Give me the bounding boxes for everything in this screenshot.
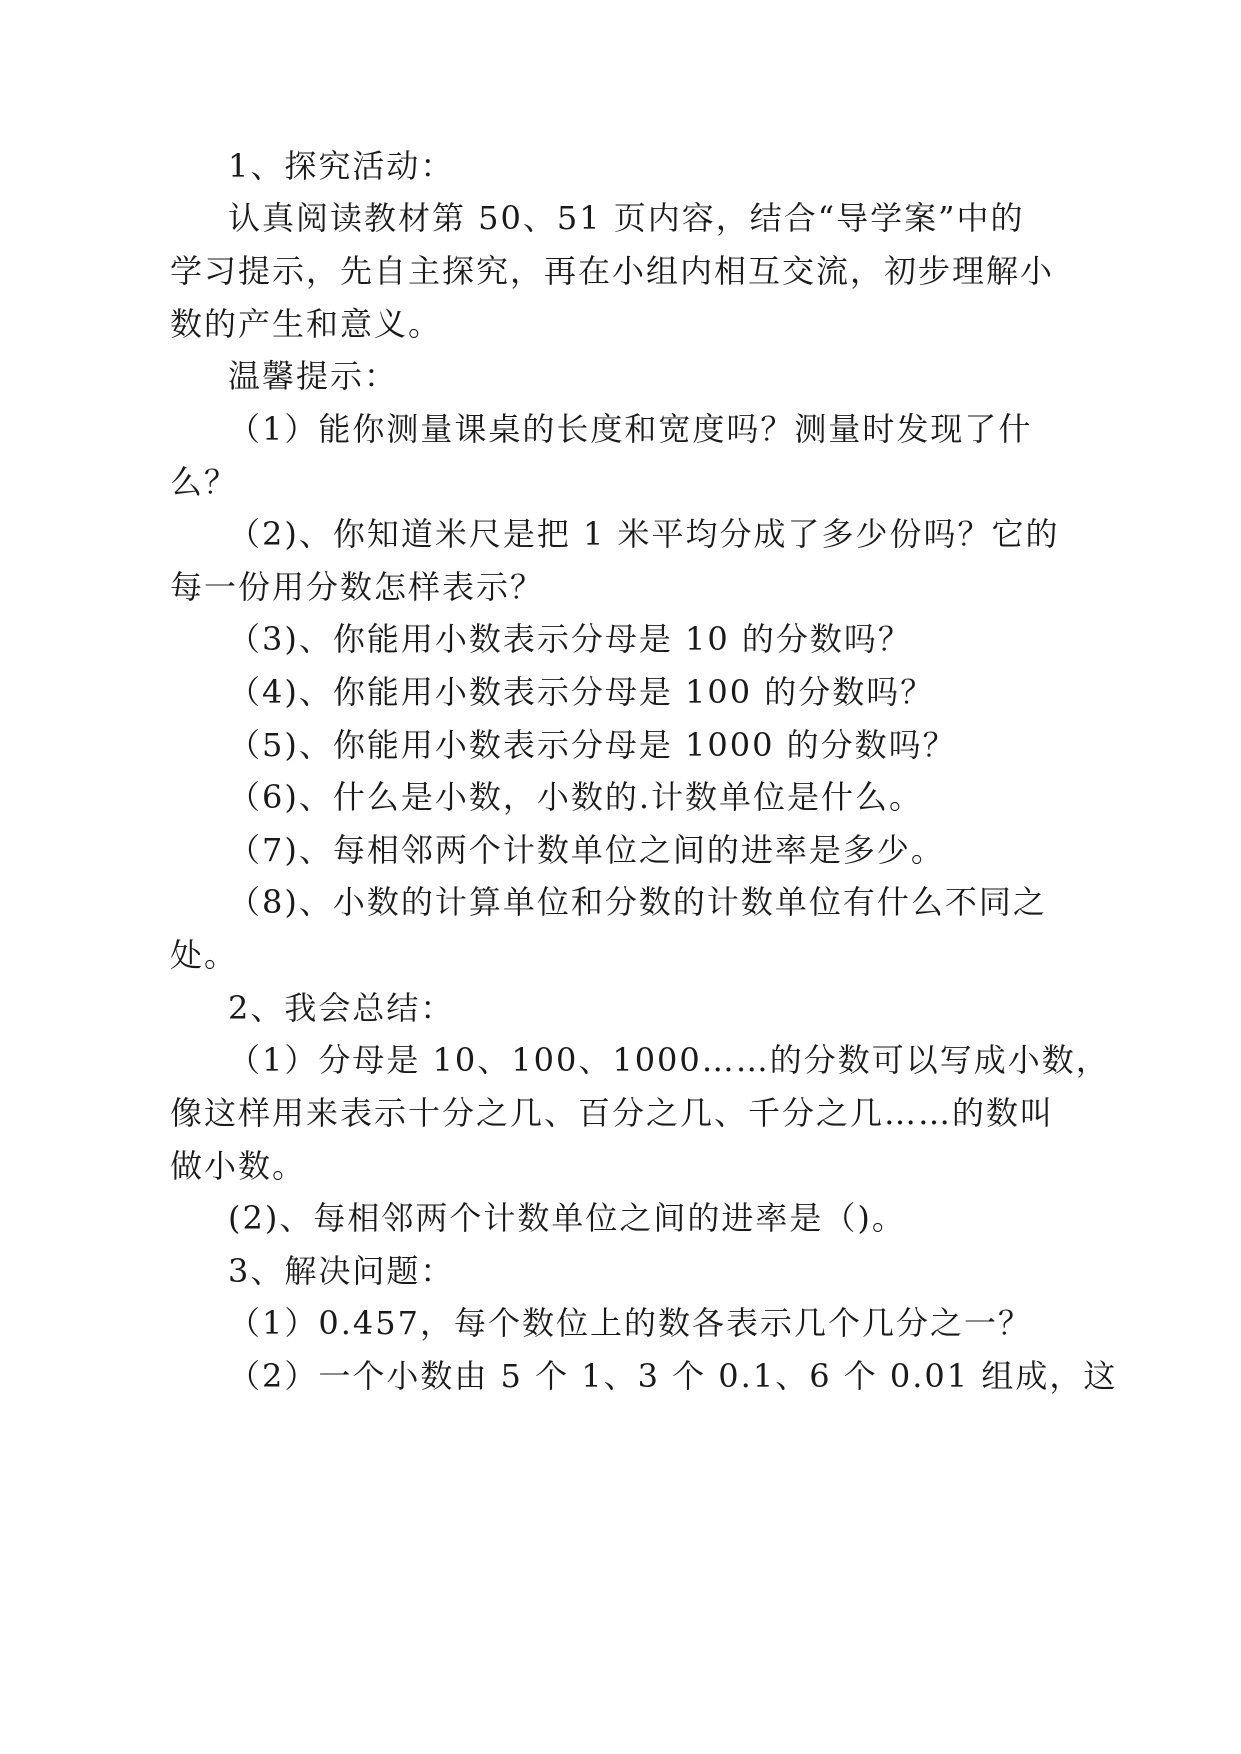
tip-item: （7)、每相邻两个计数单位之间的进率是多少。 xyxy=(228,831,945,869)
heading-explore-activity: 1、探究活动： xyxy=(228,147,455,185)
heading-solve-problems: 3、解决问题： xyxy=(228,1252,455,1290)
paragraph-line: 数的产生和意义。 xyxy=(170,305,443,343)
problem-item: （1）0.457，每个数位上的数各表示几个几分之一？ xyxy=(228,1304,1032,1342)
paragraph-line: 学习提示，先自主探究，再在小组内相互交流，初步理解小 xyxy=(170,252,1055,290)
tip-item-continued: 么？ xyxy=(170,463,239,501)
tip-item: （6)、什么是小数，小数的.计数单位是什么。 xyxy=(228,778,924,816)
summary-item: （1）分母是 10、100、1000……的分数可以写成小数， xyxy=(228,1041,1110,1079)
tip-item: （1）能你测量课桌的长度和宽度吗？测量时发现了什 xyxy=(228,410,1033,448)
summary-item-continued: 做小数。 xyxy=(170,1147,307,1185)
summary-item-continued: 像这样用来表示十分之几、百分之几、千分之几……的数叫 xyxy=(170,1094,1055,1132)
heading-summary: 2、我会总结： xyxy=(228,989,455,1027)
heading-tips: 温馨提示： xyxy=(228,357,399,395)
tip-item: （5)、你能用小数表示分母是 1000 的分数吗？ xyxy=(228,726,957,764)
paragraph-line: 认真阅读教材第 50、51 页内容，结合“导学案”中的 xyxy=(228,199,1025,237)
tip-item-continued: 处。 xyxy=(170,936,239,974)
tip-item: （2)、你知道米尺是把 1 米平均分成了多少份吗？它的 xyxy=(228,515,1060,553)
tip-item: （3)、你能用小数表示分母是 10 的分数吗？ xyxy=(228,620,912,658)
tip-item: （4)、你能用小数表示分母是 100 的分数吗？ xyxy=(228,673,935,711)
tip-item-continued: 每一份用分数怎样表示？ xyxy=(170,568,545,606)
summary-item: (2)、每相邻两个计数单位之间的进率是（)。 xyxy=(228,1199,906,1237)
tip-item: （8)、小数的计算单位和分数的计数单位有什么不同之 xyxy=(228,883,1047,921)
problem-item: （2）一个小数由 5 个 1、3 个 0.1、6 个 0.01 组成，这 xyxy=(228,1357,1118,1395)
